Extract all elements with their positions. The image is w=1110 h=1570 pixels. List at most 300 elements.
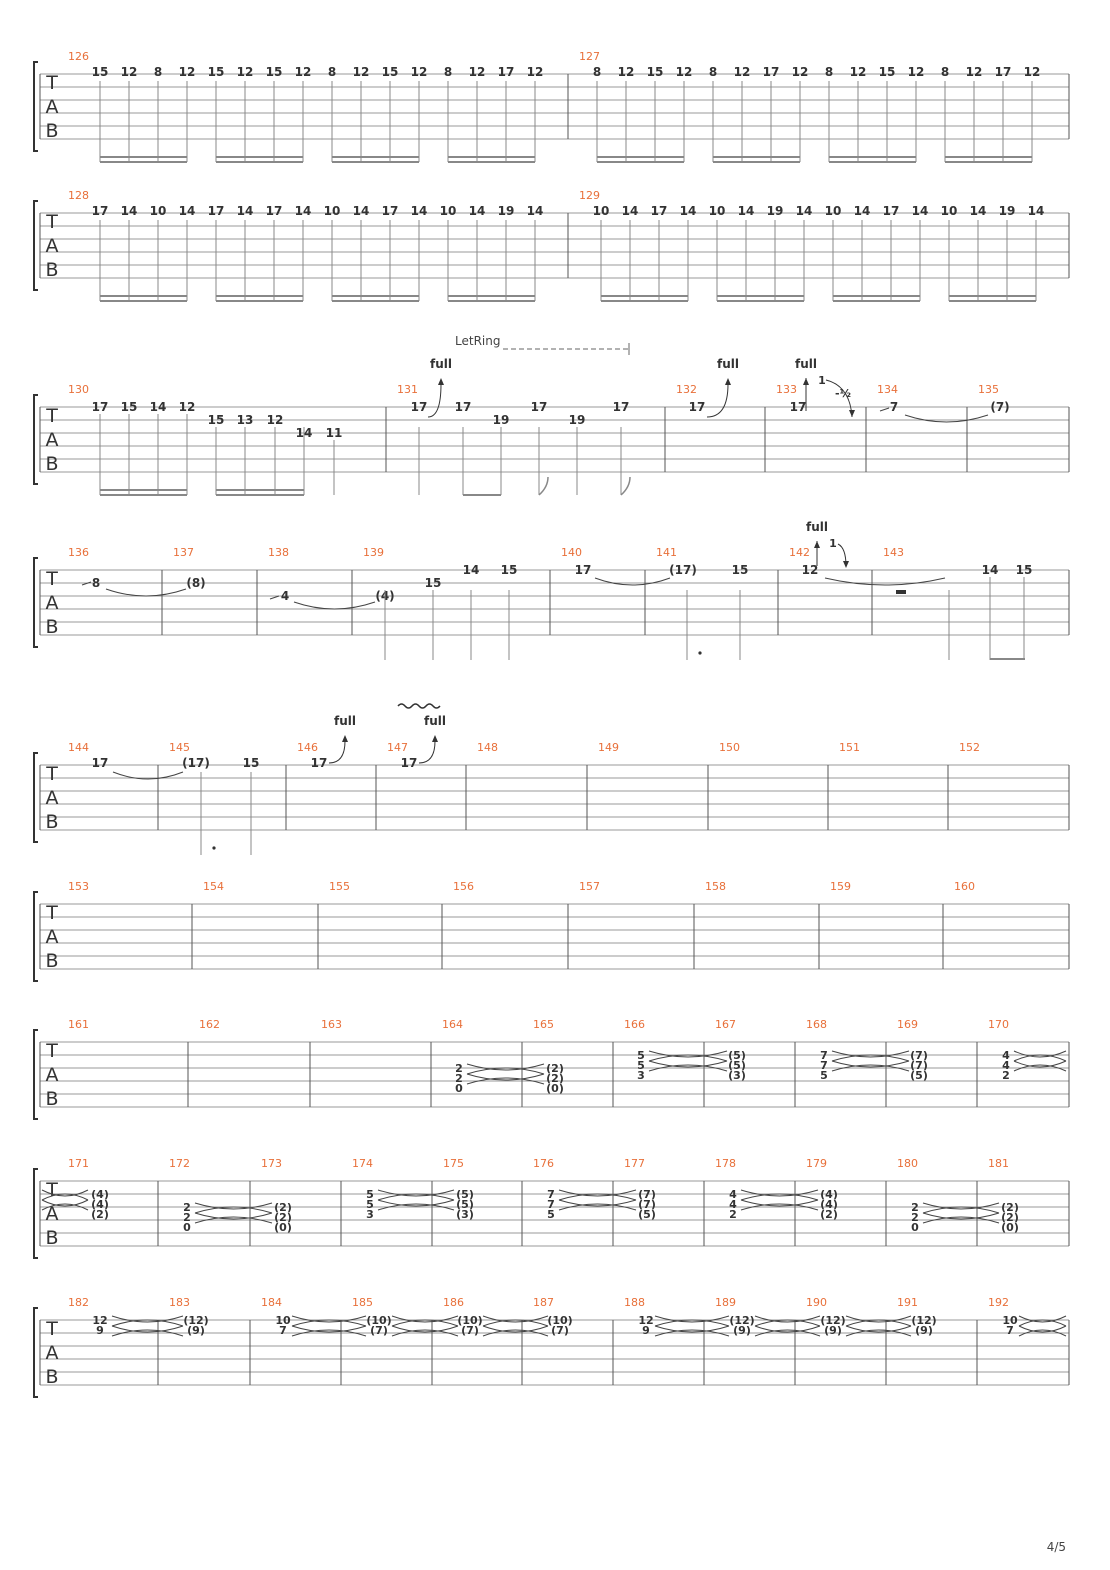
fret-number: 15 — [207, 413, 225, 427]
note-flag — [539, 477, 548, 495]
chord-fret-number: (2) — [820, 1208, 838, 1221]
chord-fret-number: (3) — [728, 1069, 746, 1082]
chord-fret-number: (5) — [456, 1188, 474, 1201]
chord-fret-number: (9) — [187, 1324, 205, 1337]
tie-arc — [655, 1316, 729, 1322]
tab-clef-letter: A — [45, 235, 59, 257]
tie-arc — [825, 578, 945, 585]
measure-number: 150 — [719, 741, 740, 754]
fret-number: 15 — [207, 65, 225, 79]
chord-fret-number: (0) — [546, 1082, 564, 1095]
measure-number: 174 — [352, 1157, 373, 1170]
tie-arc — [483, 1316, 548, 1322]
fret-number: 4 — [280, 589, 290, 603]
chord-fret-number: 7 — [547, 1188, 555, 1201]
tab-clef-letter: A — [45, 1064, 59, 1086]
release-arrowhead — [849, 410, 855, 417]
bend-label: full — [424, 714, 446, 728]
tie-arc — [483, 1326, 548, 1332]
tie-arc — [832, 1055, 909, 1061]
tie-arc — [1014, 1055, 1066, 1061]
tie-arc — [923, 1213, 999, 1219]
measure-number: 140 — [561, 546, 582, 559]
fret-number: 8 — [940, 65, 950, 79]
chord-fret-number: (9) — [915, 1324, 933, 1337]
fret-number: 10 — [940, 204, 958, 218]
measure-number: 159 — [830, 880, 851, 893]
measure-number: 165 — [533, 1018, 554, 1031]
measure-number: 137 — [173, 546, 194, 559]
fret-number: 17 — [91, 400, 109, 414]
chord-fret-number: 7 — [547, 1198, 555, 1211]
chord-fret-number: (4) — [91, 1188, 109, 1201]
chord-fret-number: 3 — [366, 1208, 374, 1221]
chord-fret-number: (7) — [370, 1324, 388, 1337]
tie-arc — [195, 1207, 272, 1213]
row-3-notes — [92, 334, 1010, 495]
tab-system-6 — [34, 880, 1069, 981]
bend-curve — [707, 384, 728, 417]
chord-fret-number: 9 — [642, 1324, 650, 1337]
fret-number: 14 — [462, 563, 480, 577]
tie-arc — [741, 1190, 818, 1196]
tie-arc — [292, 1320, 366, 1326]
fret-number: 14 — [236, 204, 254, 218]
fret-number: 15 — [1015, 563, 1033, 577]
chord-row-7 — [455, 1049, 1066, 1095]
chord-fret-number: 2 — [1002, 1069, 1010, 1082]
bend-arrowhead — [342, 735, 348, 742]
measure-number: 126 — [68, 50, 89, 63]
bend-label: full — [806, 520, 828, 534]
tab-clef-letter: B — [45, 453, 59, 475]
tie-arc — [905, 415, 988, 422]
system-brace — [34, 558, 38, 647]
fret-number: 8 — [443, 65, 453, 79]
system-brace — [34, 1169, 38, 1258]
fret-number: 19 — [998, 204, 1016, 218]
measure-number: 186 — [443, 1296, 464, 1309]
measure-number: 129 — [579, 189, 600, 202]
chord-fret-number: (2) — [546, 1072, 564, 1085]
tie-arc — [846, 1326, 911, 1332]
measure-number: 143 — [883, 546, 904, 559]
tab-system-4 — [34, 546, 1069, 647]
chord-fret-number: (4) — [91, 1198, 109, 1211]
chord-fret-number: 5 — [366, 1198, 374, 1211]
fret-number: 15 — [500, 563, 518, 577]
fret-number: 14 — [853, 204, 871, 218]
release-amount: -½ — [835, 387, 851, 400]
chord-fret-number: (9) — [733, 1324, 751, 1337]
bend-curve — [419, 741, 435, 763]
fret-number: 12 — [965, 65, 983, 79]
tie-arc — [1019, 1316, 1066, 1322]
measure-number: 154 — [203, 880, 224, 893]
measure-number: 136 — [68, 546, 89, 559]
chord-fret-number: 12 — [638, 1314, 654, 1327]
fret-number: 15 — [424, 576, 442, 590]
chord-fret-number: (7) — [910, 1059, 928, 1072]
chord-fret-number: (5) — [910, 1069, 928, 1082]
measure-number: 158 — [705, 880, 726, 893]
tie-arc — [294, 602, 375, 609]
measure-number: 139 — [363, 546, 384, 559]
measure-number: 192 — [988, 1296, 1009, 1309]
measure-number: 128 — [68, 189, 89, 202]
chord-fret-number: 3 — [637, 1069, 645, 1082]
fret-number: 19 — [492, 413, 510, 427]
measure-number: 167 — [715, 1018, 736, 1031]
chord-fret-number: (4) — [820, 1188, 838, 1201]
fret-number: 15 — [646, 65, 664, 79]
tie-arc — [467, 1064, 544, 1070]
bend-curve — [329, 741, 345, 763]
tab-clef-letter: A — [45, 592, 59, 614]
measure-number: 171 — [68, 1157, 89, 1170]
chord-fret-number: (2) — [1001, 1201, 1019, 1214]
chord-fret-number: (12) — [820, 1314, 846, 1327]
tab-system-3 — [34, 383, 1069, 484]
tie-arc — [1014, 1061, 1066, 1067]
fret-number: 17 — [91, 204, 109, 218]
chord-fret-number: 2 — [911, 1201, 919, 1214]
fret-number: 15 — [265, 65, 283, 79]
fret-number: 14 — [737, 204, 755, 218]
tab-clef-letter: T — [46, 902, 58, 924]
chord-fret-number: (7) — [638, 1188, 656, 1201]
measure-number: 138 — [268, 546, 289, 559]
fret-number: 12 — [849, 65, 867, 79]
chord-fret-number: 2 — [183, 1211, 191, 1224]
fret-number: 17 — [310, 756, 328, 770]
tie-arc — [649, 1061, 727, 1067]
fret-number: 17 — [789, 400, 807, 414]
tab-clef-letter: B — [45, 1088, 59, 1110]
chord-fret-number: 7 — [279, 1324, 287, 1337]
tab-clef-letter: T — [46, 211, 58, 233]
measure-number: 190 — [806, 1296, 827, 1309]
chord-fret-number: 4 — [729, 1198, 737, 1211]
bend-amount: 1 — [818, 374, 826, 387]
tab-clef-letter: T — [46, 1179, 58, 1201]
measure-number: 144 — [68, 741, 89, 754]
measure-number: 187 — [533, 1296, 554, 1309]
tab-clef-letter: T — [46, 568, 58, 590]
fret-number: 17 — [410, 400, 428, 414]
fret-number: 10 — [824, 204, 842, 218]
chord-fret-number: (5) — [456, 1198, 474, 1211]
fret-number: 17 — [207, 204, 225, 218]
fret-number: 14 — [795, 204, 813, 218]
tie-arc — [467, 1074, 544, 1080]
tab-clef-letter: A — [45, 96, 59, 118]
tab-clef-letter: B — [45, 120, 59, 142]
measure-number: 145 — [169, 741, 190, 754]
tie-arc — [923, 1207, 999, 1213]
measure-number: 148 — [477, 741, 498, 754]
tie-arc — [378, 1190, 454, 1196]
fret-number: 17 — [400, 756, 418, 770]
bend-curve — [428, 384, 441, 417]
chord-fret-number: 2 — [911, 1211, 919, 1224]
fret-number: 14 — [468, 204, 486, 218]
chord-fret-number: 4 — [729, 1188, 737, 1201]
fret-number: 10 — [592, 204, 610, 218]
measure-number: 135 — [978, 383, 999, 396]
fret-number: 14 — [352, 204, 370, 218]
fret-number: 15 — [878, 65, 896, 79]
tab-clef-letter: B — [45, 950, 59, 972]
fret-number: 15 — [120, 400, 138, 414]
tie-arc — [846, 1320, 911, 1326]
fret-number: 12 — [178, 65, 196, 79]
tab-clef-letter: B — [45, 616, 59, 638]
chord-fret-number: (5) — [728, 1059, 746, 1072]
measure-number: 157 — [579, 880, 600, 893]
tie-arc — [483, 1320, 548, 1326]
fret-number: 8 — [708, 65, 718, 79]
measure-number: 166 — [624, 1018, 645, 1031]
fret-number: 15 — [91, 65, 109, 79]
tie-arc — [649, 1055, 727, 1061]
system-brace — [34, 395, 38, 484]
tab-clef-letter: A — [45, 429, 59, 451]
measure-number: 176 — [533, 1157, 554, 1170]
tie-arc — [378, 1200, 454, 1206]
measure-number: 188 — [624, 1296, 645, 1309]
fret-number: 17 — [497, 65, 515, 79]
chord-fret-number: 2 — [455, 1072, 463, 1085]
measure-number: 175 — [443, 1157, 464, 1170]
chord-fret-number: 2 — [183, 1201, 191, 1214]
measure-number: 156 — [453, 880, 474, 893]
tab-clef-letter: A — [45, 787, 59, 809]
chord-fret-number: 0 — [183, 1221, 191, 1234]
chord-fret-number: (2) — [91, 1208, 109, 1221]
fret-number: 10 — [149, 204, 167, 218]
tie-arc — [1014, 1051, 1066, 1057]
tab-clef-letter: B — [45, 811, 59, 833]
measure-number: 189 — [715, 1296, 736, 1309]
measure-number: 161 — [68, 1018, 89, 1031]
tab-clef-letter: A — [45, 926, 59, 948]
fret-number: 19 — [497, 204, 515, 218]
chord-fret-number: 7 — [820, 1049, 828, 1062]
fret-number: 14 — [295, 426, 313, 440]
bend-arrowhead — [438, 378, 444, 385]
tab-clef-letter: T — [46, 405, 58, 427]
tie-arc — [112, 1326, 183, 1332]
fret-number: 12 — [733, 65, 751, 79]
tab-clef-letter: T — [46, 1318, 58, 1340]
fret-number: 14 — [911, 204, 929, 218]
fret-number: 12 — [410, 65, 428, 79]
measure-number: 131 — [397, 383, 418, 396]
system-brace — [34, 892, 38, 981]
chord-fret-number: 7 — [820, 1059, 828, 1072]
measure-number: 181 — [988, 1157, 1009, 1170]
fret-number: 7 — [889, 400, 899, 414]
fret-number: 17 — [91, 756, 109, 770]
chord-fret-number: (3) — [456, 1208, 474, 1221]
tie-arc — [923, 1203, 999, 1209]
tie-arc — [832, 1051, 909, 1057]
fret-number: 12 — [178, 400, 196, 414]
system-brace — [34, 1030, 38, 1119]
tie-arc — [106, 589, 186, 596]
measure-number: 155 — [329, 880, 350, 893]
chord-fret-number: (10) — [547, 1314, 573, 1327]
measure-number: 162 — [199, 1018, 220, 1031]
bend-arrowhead — [814, 541, 820, 548]
measure-number: 191 — [897, 1296, 918, 1309]
chord-fret-number: (7) — [551, 1324, 569, 1337]
fret-number: 8 — [327, 65, 337, 79]
fret-number: 17 — [381, 204, 399, 218]
fret-number: 14 — [120, 204, 138, 218]
fret-number: (17) — [182, 756, 210, 770]
fret-number: 11 — [325, 426, 343, 440]
dot — [212, 846, 215, 849]
fret-number: 12 — [266, 413, 284, 427]
tie-arc — [392, 1326, 458, 1332]
system-brace — [34, 62, 38, 151]
tie-arc — [392, 1320, 458, 1326]
fret-number: (7) — [990, 400, 1010, 414]
measure-number: 169 — [897, 1018, 918, 1031]
fret-number: 10 — [439, 204, 457, 218]
tie-arc — [655, 1326, 729, 1332]
tie-arc — [755, 1320, 820, 1326]
chord-fret-number: (2) — [1001, 1211, 1019, 1224]
fret-number: 14 — [981, 563, 999, 577]
fret-number: 12 — [120, 65, 138, 79]
tie-arc — [392, 1316, 458, 1322]
chord-fret-number: (7) — [461, 1324, 479, 1337]
fret-number: 12 — [352, 65, 370, 79]
tab-clef-letter: T — [46, 763, 58, 785]
measure-number: 177 — [624, 1157, 645, 1170]
fret-number: 17 — [650, 204, 668, 218]
chord-row-9 — [92, 1314, 1066, 1337]
chord-fret-number: (5) — [728, 1049, 746, 1062]
chord-fret-number: (12) — [911, 1314, 937, 1327]
measure-number: 130 — [68, 383, 89, 396]
measure-number: 142 — [789, 546, 810, 559]
tab-clef-letter: B — [45, 1366, 59, 1388]
let-ring-label: LetRing — [455, 334, 501, 348]
tab-clef-letter: A — [45, 1342, 59, 1364]
tie-arc — [559, 1190, 636, 1196]
fret-number: 17 — [688, 400, 706, 414]
tab-clef-letter: T — [46, 1040, 58, 1062]
chord-fret-number: (10) — [366, 1314, 392, 1327]
fret-number: 12 — [675, 65, 693, 79]
page-number: 4/5 — [1046, 1540, 1066, 1554]
chord-fret-number: 7 — [1006, 1324, 1014, 1337]
fret-number: 14 — [526, 204, 544, 218]
tab-system-9 — [34, 1296, 1069, 1397]
system-brace — [34, 1308, 38, 1397]
chord-fret-number: (2) — [274, 1201, 292, 1214]
fret-number: 15 — [242, 756, 260, 770]
bend-amount: 1 — [829, 537, 837, 550]
chord-fret-number: (10) — [457, 1314, 483, 1327]
chord-fret-number: (12) — [183, 1314, 209, 1327]
measure-number: 168 — [806, 1018, 827, 1031]
measure-number: 185 — [352, 1296, 373, 1309]
dot — [698, 651, 701, 654]
fret-number: 14 — [178, 204, 196, 218]
tie-arc — [378, 1194, 454, 1200]
vibrato-mark — [398, 704, 440, 708]
chord-fret-number: 10 — [1002, 1314, 1018, 1327]
fret-number: 17 — [612, 400, 630, 414]
fret-number: 17 — [882, 204, 900, 218]
fret-number: 14 — [969, 204, 987, 218]
fret-number: 15 — [731, 563, 749, 577]
fret-number: 10 — [323, 204, 341, 218]
fret-number: 15 — [381, 65, 399, 79]
fret-number: 10 — [708, 204, 726, 218]
fret-number: 14 — [621, 204, 639, 218]
tie-arc — [559, 1200, 636, 1206]
fret-number: 12 — [801, 563, 819, 577]
note-flag — [621, 477, 630, 495]
measure-number: 151 — [839, 741, 860, 754]
measure-number: 149 — [598, 741, 619, 754]
measure-number: 153 — [68, 880, 89, 893]
fret-number: 19 — [766, 204, 784, 218]
tie-arc — [832, 1061, 909, 1067]
measure-number: 146 — [297, 741, 318, 754]
tie-arc — [755, 1326, 820, 1332]
fret-number: 14 — [1027, 204, 1045, 218]
chord-fret-number: 5 — [820, 1069, 828, 1082]
tab-clef-letter: B — [45, 1227, 59, 1249]
bend-arrowhead — [725, 378, 731, 385]
fret-number: 17 — [265, 204, 283, 218]
tie-arc — [559, 1194, 636, 1200]
fret-number: 12 — [1023, 65, 1041, 79]
chord-fret-number: 4 — [1002, 1059, 1010, 1072]
chord-fret-number: 12 — [92, 1314, 108, 1327]
bend-label: full — [334, 714, 356, 728]
release-arrowhead — [843, 561, 849, 568]
chord-fret-number: 5 — [366, 1188, 374, 1201]
fret-number: 17 — [762, 65, 780, 79]
measure-number: 134 — [877, 383, 898, 396]
chord-fret-number: 0 — [455, 1082, 463, 1095]
bend-label: full — [430, 357, 452, 371]
chord-fret-number: 0 — [911, 1221, 919, 1234]
measure-number: 183 — [169, 1296, 190, 1309]
tie-arc — [292, 1316, 366, 1322]
fret-number: 17 — [530, 400, 548, 414]
bend-arrowhead — [803, 378, 809, 385]
tie-arc — [741, 1200, 818, 1206]
measure-number: 152 — [959, 741, 980, 754]
chord-fret-number: 2 — [455, 1062, 463, 1075]
fret-number: 12 — [294, 65, 312, 79]
bend-label: full — [717, 357, 739, 371]
tie-arc — [112, 1316, 183, 1322]
fret-number: 17 — [994, 65, 1012, 79]
tie-arc — [467, 1068, 544, 1074]
tie-arc — [1019, 1326, 1066, 1332]
measure-number: 132 — [676, 383, 697, 396]
